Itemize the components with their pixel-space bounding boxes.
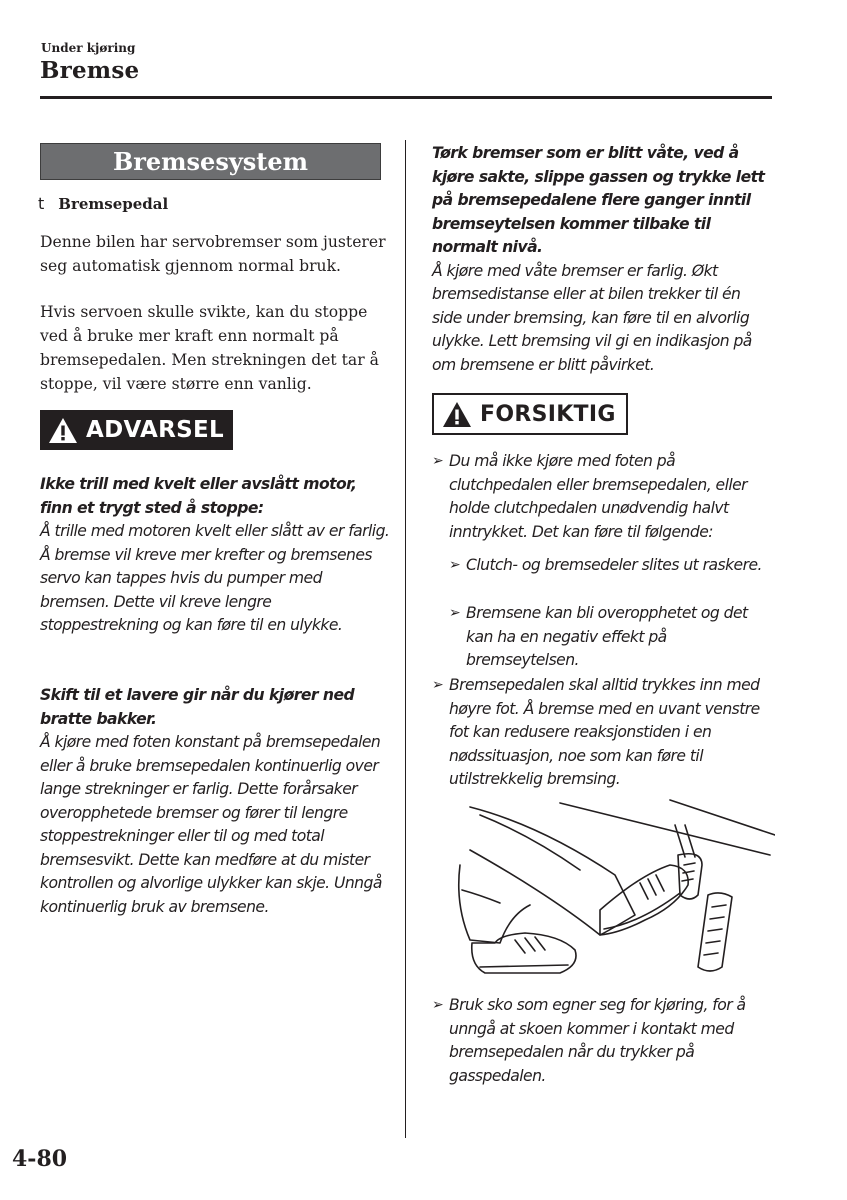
warning-wet-brakes-title: Tørk bremser som er blitt våte, ved å kjøre sakte, slippe gassen og trykke lett på bremsepedalene flere ganger inntil bremseytelsen kommer tilbake til normalt nivå. bbox=[432, 144, 765, 256]
caution-label bbox=[432, 393, 628, 435]
page-number: 4-80 bbox=[12, 1146, 68, 1172]
caution-subbullet-1-text: Clutch- og bremsedeler slites ut raskere. bbox=[466, 556, 762, 574]
warning-wet-brakes bbox=[432, 142, 772, 377]
caution-subbullet-2 bbox=[449, 602, 772, 673]
warning-downhill-body: Å kjøre med foten konstant på bremsepedalen eller å bruke bremsepedalen kontinuerlig over lange strekninger er farlig. Dette forårsaker overopphetede bremser og fører til lengre stoppestrekninger eller til og med total bremsesvikt. Dette kan medføre at du mister kontrollen og alvorlige ulykker kan skje. Unngå kontinuerlig bruk av bremsene. bbox=[40, 733, 382, 916]
bullet-arrow-icon: ➢ bbox=[432, 677, 444, 693]
intro-paragraph: Denne bilen har servobremser som justerer seg automatisk gjennom normal bruk. bbox=[40, 233, 386, 275]
subheading-text: Bremsepedal bbox=[58, 195, 169, 213]
subheading-bullet: t bbox=[38, 194, 45, 213]
warning-downhill-title: Skift til et lavere gir når du kjører ned bratte bakker. bbox=[40, 686, 355, 728]
section-banner: Bremsesystem bbox=[40, 143, 381, 180]
caution-bullet-3 bbox=[432, 994, 772, 1088]
caution-bullet-3-text: Bruk sko som egner seg for kjøring, for å unngå at skoen kommer i kontakt med bremsepedalen når du trykker på gasspedalen. bbox=[449, 996, 746, 1085]
pedal-illustration bbox=[440, 795, 775, 990]
bullet-arrow-icon: ➢ bbox=[432, 997, 444, 1013]
bullet-arrow-icon: ➢ bbox=[449, 557, 461, 573]
warning-label bbox=[40, 410, 233, 450]
caution-bullet-2 bbox=[432, 674, 772, 792]
servo-paragraph: Hvis servoen skulle svikte, kan du stoppe ved å bruke mer kraft enn normalt på bremsepedalen. Men strekningen det tar å stoppe, vil være større enn vanlig. bbox=[40, 303, 379, 393]
caution-bullet-1-text: Du må ikke kjøre med foten på clutchpedalen eller bremsepedalen, eller holde clutchpedalen unødvendig halvt inntrykket. Det kan føre til følgende: bbox=[449, 452, 748, 541]
warning-no-coasting-body: Å trille med motoren kvelt eller slått av er farlig. Å bremse vil kreve mer krefter og bremsenes servo kan tappes hvis du pumper med bremsen. Dette vil kreve lengre stoppestrekning og kan føre til en ulykke. bbox=[40, 522, 390, 634]
section-header: Under kjøring bbox=[41, 41, 136, 55]
header-rule bbox=[40, 96, 772, 99]
caution-subbullet-2-text: Bremsene kan bli overopphetet og det kan ha en negativ effekt på bremseytelsen. bbox=[466, 604, 748, 669]
bullet-arrow-icon: ➢ bbox=[432, 453, 444, 469]
bullet-arrow-icon: ➢ bbox=[449, 605, 461, 621]
warning-no-coasting-title: Ikke trill med kvelt eller avslått motor, finn et trygt sted å stoppe: bbox=[40, 475, 357, 517]
column-divider bbox=[405, 140, 406, 1138]
caution-label-text: FORSIKTIG bbox=[480, 401, 616, 427]
warning-downhill bbox=[40, 684, 390, 919]
page-title: Bremse bbox=[40, 57, 140, 84]
warning-label-text: ADVARSEL bbox=[86, 417, 224, 443]
caution-bullet-1 bbox=[432, 450, 772, 544]
warning-wet-brakes-body: Å kjøre med våte bremser er farlig. Økt bremsedistanse eller at bilen trekker til én side under bremsing, kan føre til en alvorlig ulykke. Lett bremsing vil gi en indikasjon på om bremsene er blitt påvirket. bbox=[432, 261, 752, 374]
caution-bullet-2-text: Bremsepedalen skal alltid trykkes inn med høyre fot. Å bremse med en uvant venstre fot kan redusere reaksjonstiden i en nødssituasjon, noe som kan føre til utilstrekkelig bremsing. bbox=[449, 676, 760, 788]
warning-triangle-icon bbox=[48, 417, 78, 444]
caution-subbullet-1 bbox=[449, 554, 772, 578]
subheading bbox=[38, 194, 168, 213]
warning-triangle-icon bbox=[442, 401, 472, 428]
warning-no-coasting bbox=[40, 473, 390, 638]
